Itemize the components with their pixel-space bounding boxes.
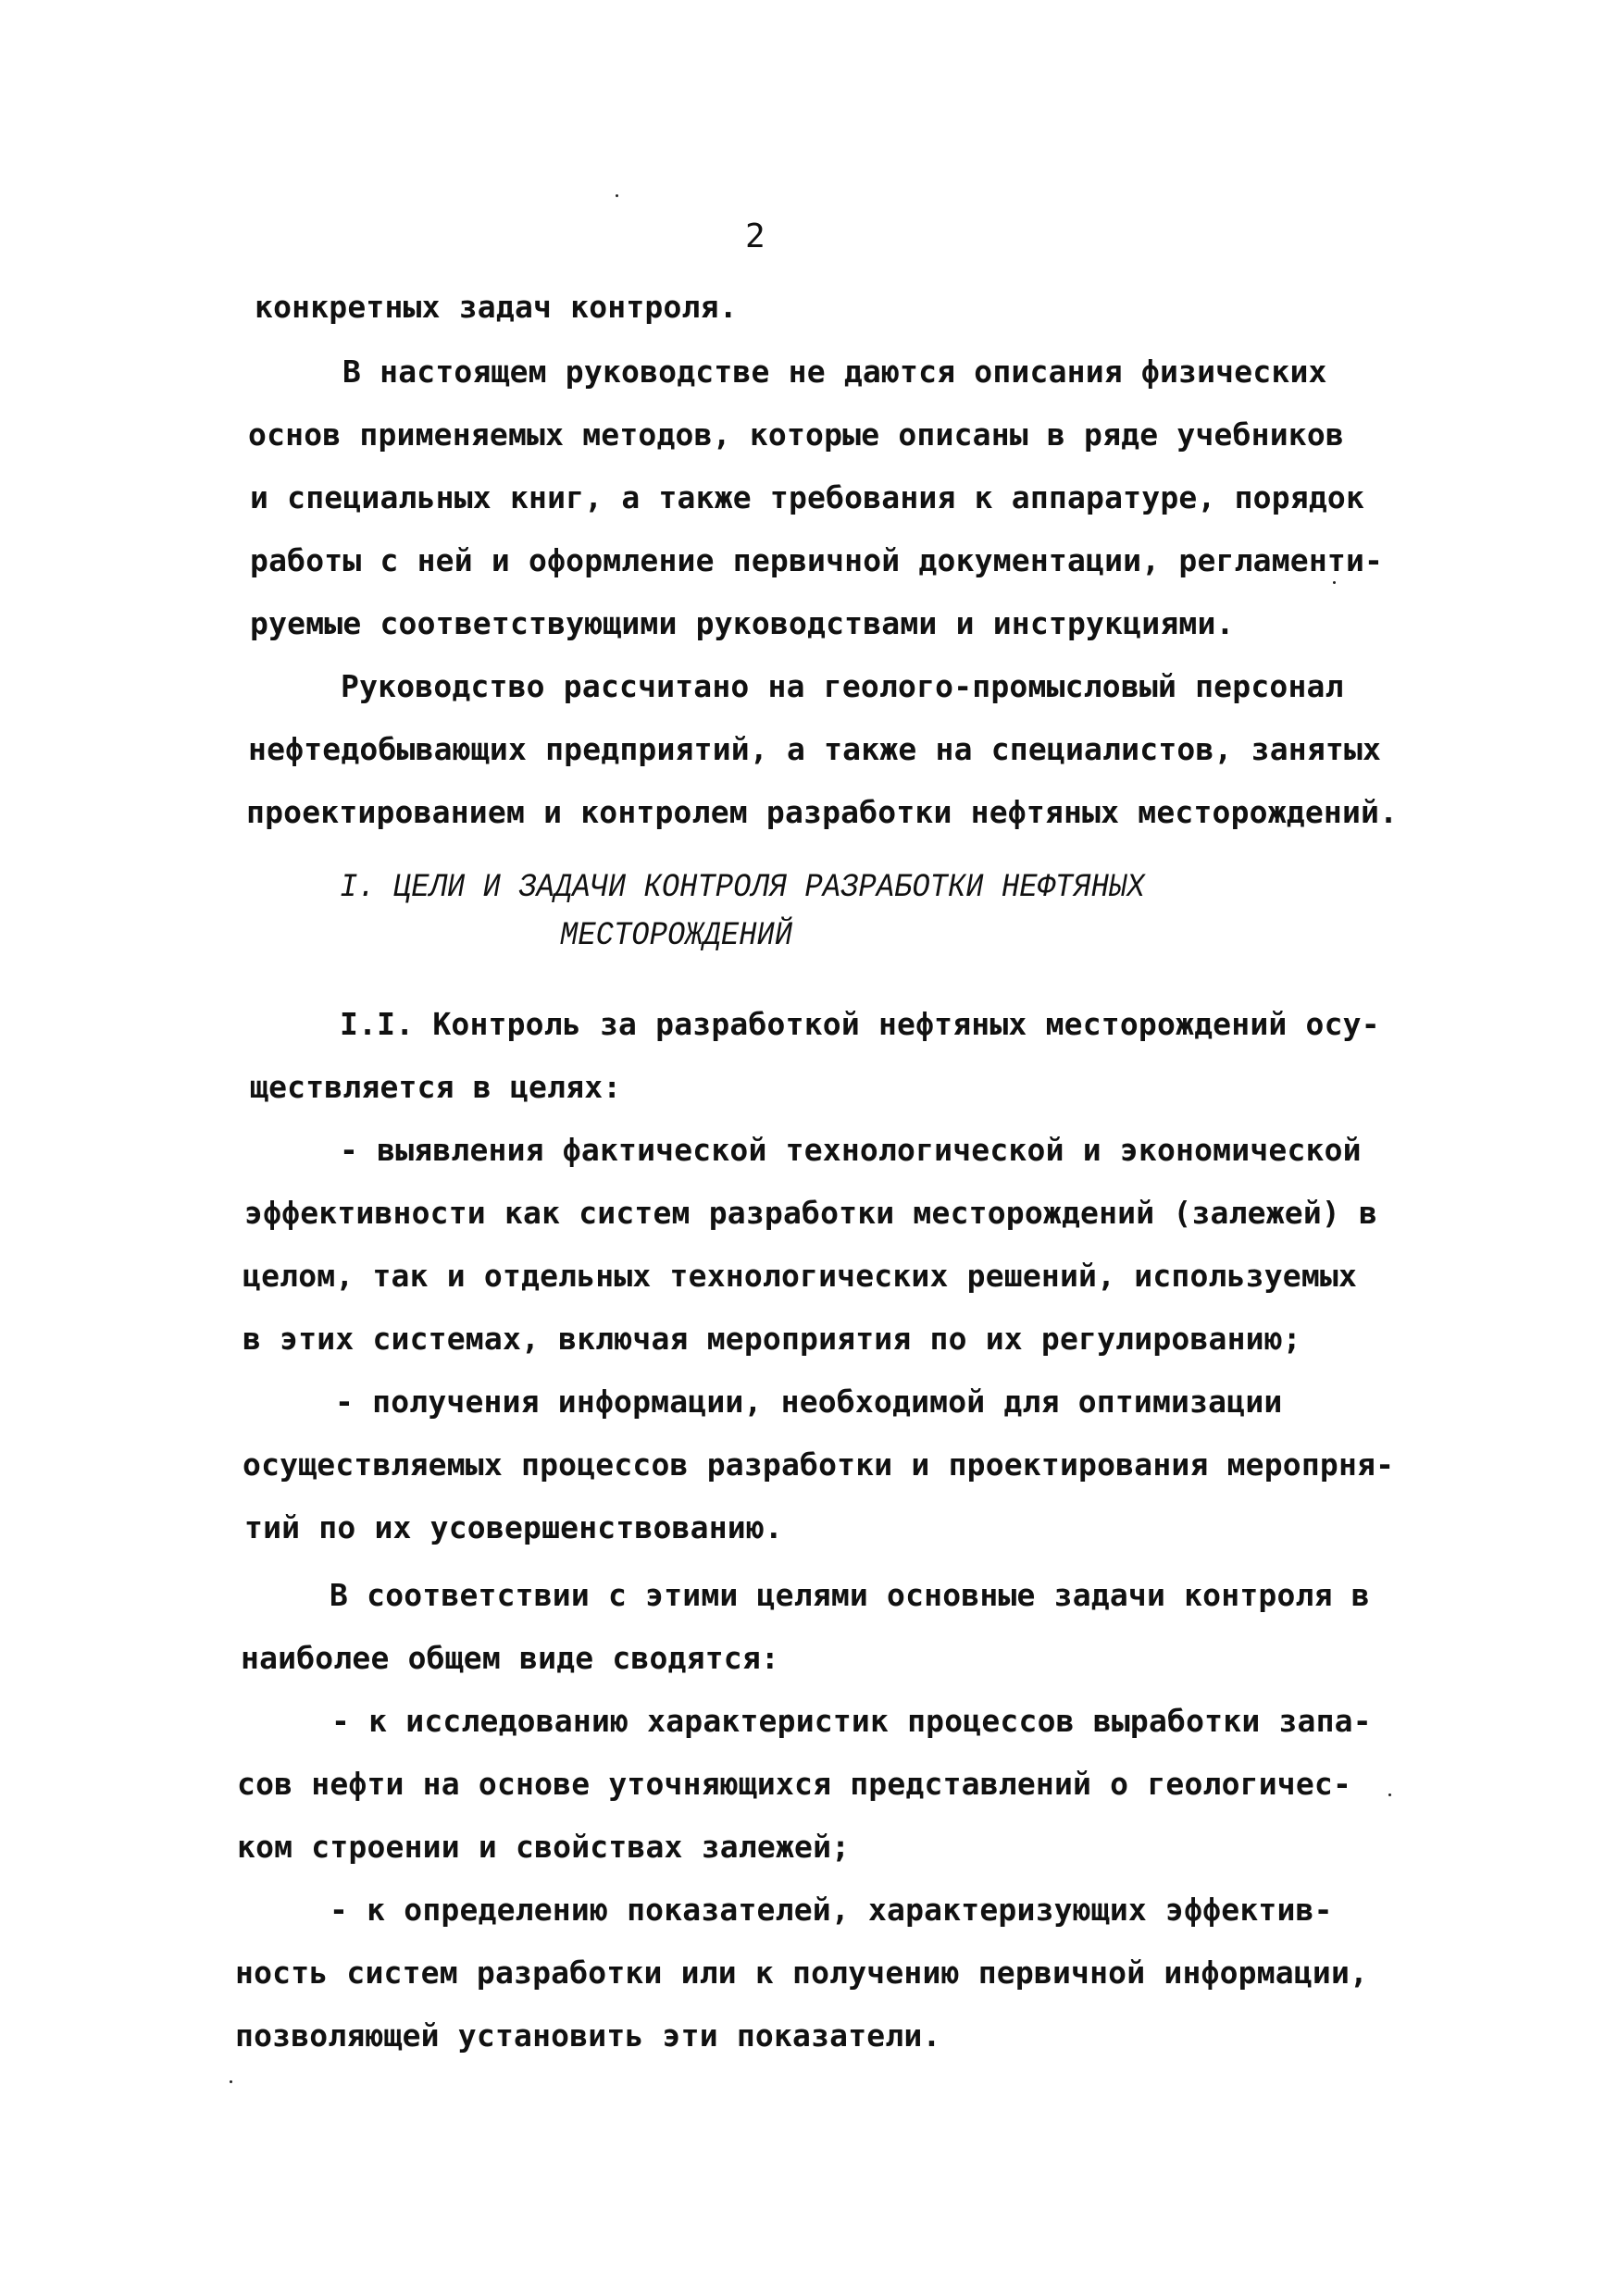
page-number: 2 <box>745 217 765 255</box>
text-line: и специальных книг, а также требования к аппаратуре, порядок <box>250 479 1365 515</box>
text-line: В настоящем руководстве не даются описания физических <box>342 354 1327 390</box>
text-line: - к исследованию характеристик процессов выработки запа- <box>331 1703 1372 1739</box>
scan-speck <box>230 2080 232 2083</box>
text-line: основ применяемых методов, которые описаны в ряде учебников <box>248 416 1344 453</box>
text-line: - получения информации, необходимой для оптимизации <box>335 1384 1283 1420</box>
text-line: конкретных задач контроля. <box>255 289 738 325</box>
text-line: позволяющей установить эти показатели. <box>235 2017 941 2054</box>
text-line: ность систем разработки или к получению первичной информации, <box>235 1955 1369 1991</box>
text-line: в этих системах, включая мероприятия по их регулированию; <box>243 1321 1301 1357</box>
text-line: ществляется в целях: <box>250 1069 622 1105</box>
text-line: осуществляемых процессов разработки и проектирования меропрня- <box>243 1446 1395 1483</box>
scan-speck <box>616 194 618 197</box>
text-line: эффективности как систем разработки месторождений (залежей) в <box>244 1195 1378 1231</box>
text-line: руемые соответствующими руководствами и инструкциями. <box>250 605 1235 641</box>
scan-speck <box>1388 1793 1391 1796</box>
text-line: нефтедобывающих предприятий, а также на специалистов, занятых <box>248 731 1382 767</box>
text-line: наиболее общем виде сводятся: <box>241 1640 779 1676</box>
section-heading-line-1: I. ЦЕЛИ И ЗАДАЧИ КОНТРОЛЯ РАЗРАБОТКИ НЕФТЯНЫХ <box>340 869 1145 906</box>
text-line: сов нефти на основе уточняющихся представлений о геологичес- <box>237 1766 1352 1802</box>
text-line: В соответствии с этими целями основные задачи контроля в <box>330 1577 1370 1613</box>
scan-speck <box>1333 581 1336 584</box>
text-line: Руководство рассчитано на геолого-промысловый персонал <box>341 668 1344 704</box>
text-line: работы с ней и оформление первичной документации, регламенти- <box>250 542 1384 578</box>
text-line: I.I. Контроль за разработкой нефтяных месторождений осу- <box>340 1006 1380 1042</box>
text-line: - выявления фактической технологической и экономической <box>340 1132 1362 1168</box>
text-line: целом, так и отдельных технологических решений, используемых <box>243 1258 1358 1294</box>
text-line: проектированием и контролем разработки нефтяных месторождений. <box>246 794 1399 830</box>
text-line: ком строении и свойствах залежей; <box>237 1829 851 1865</box>
text-line: тий по их усовершенствованию. <box>244 1509 783 1545</box>
text-line: - к определению показателей, характеризующих эффектив- <box>330 1892 1333 1928</box>
section-heading-line-2: МЕСТОРОЖДЕНИЙ <box>560 917 793 954</box>
